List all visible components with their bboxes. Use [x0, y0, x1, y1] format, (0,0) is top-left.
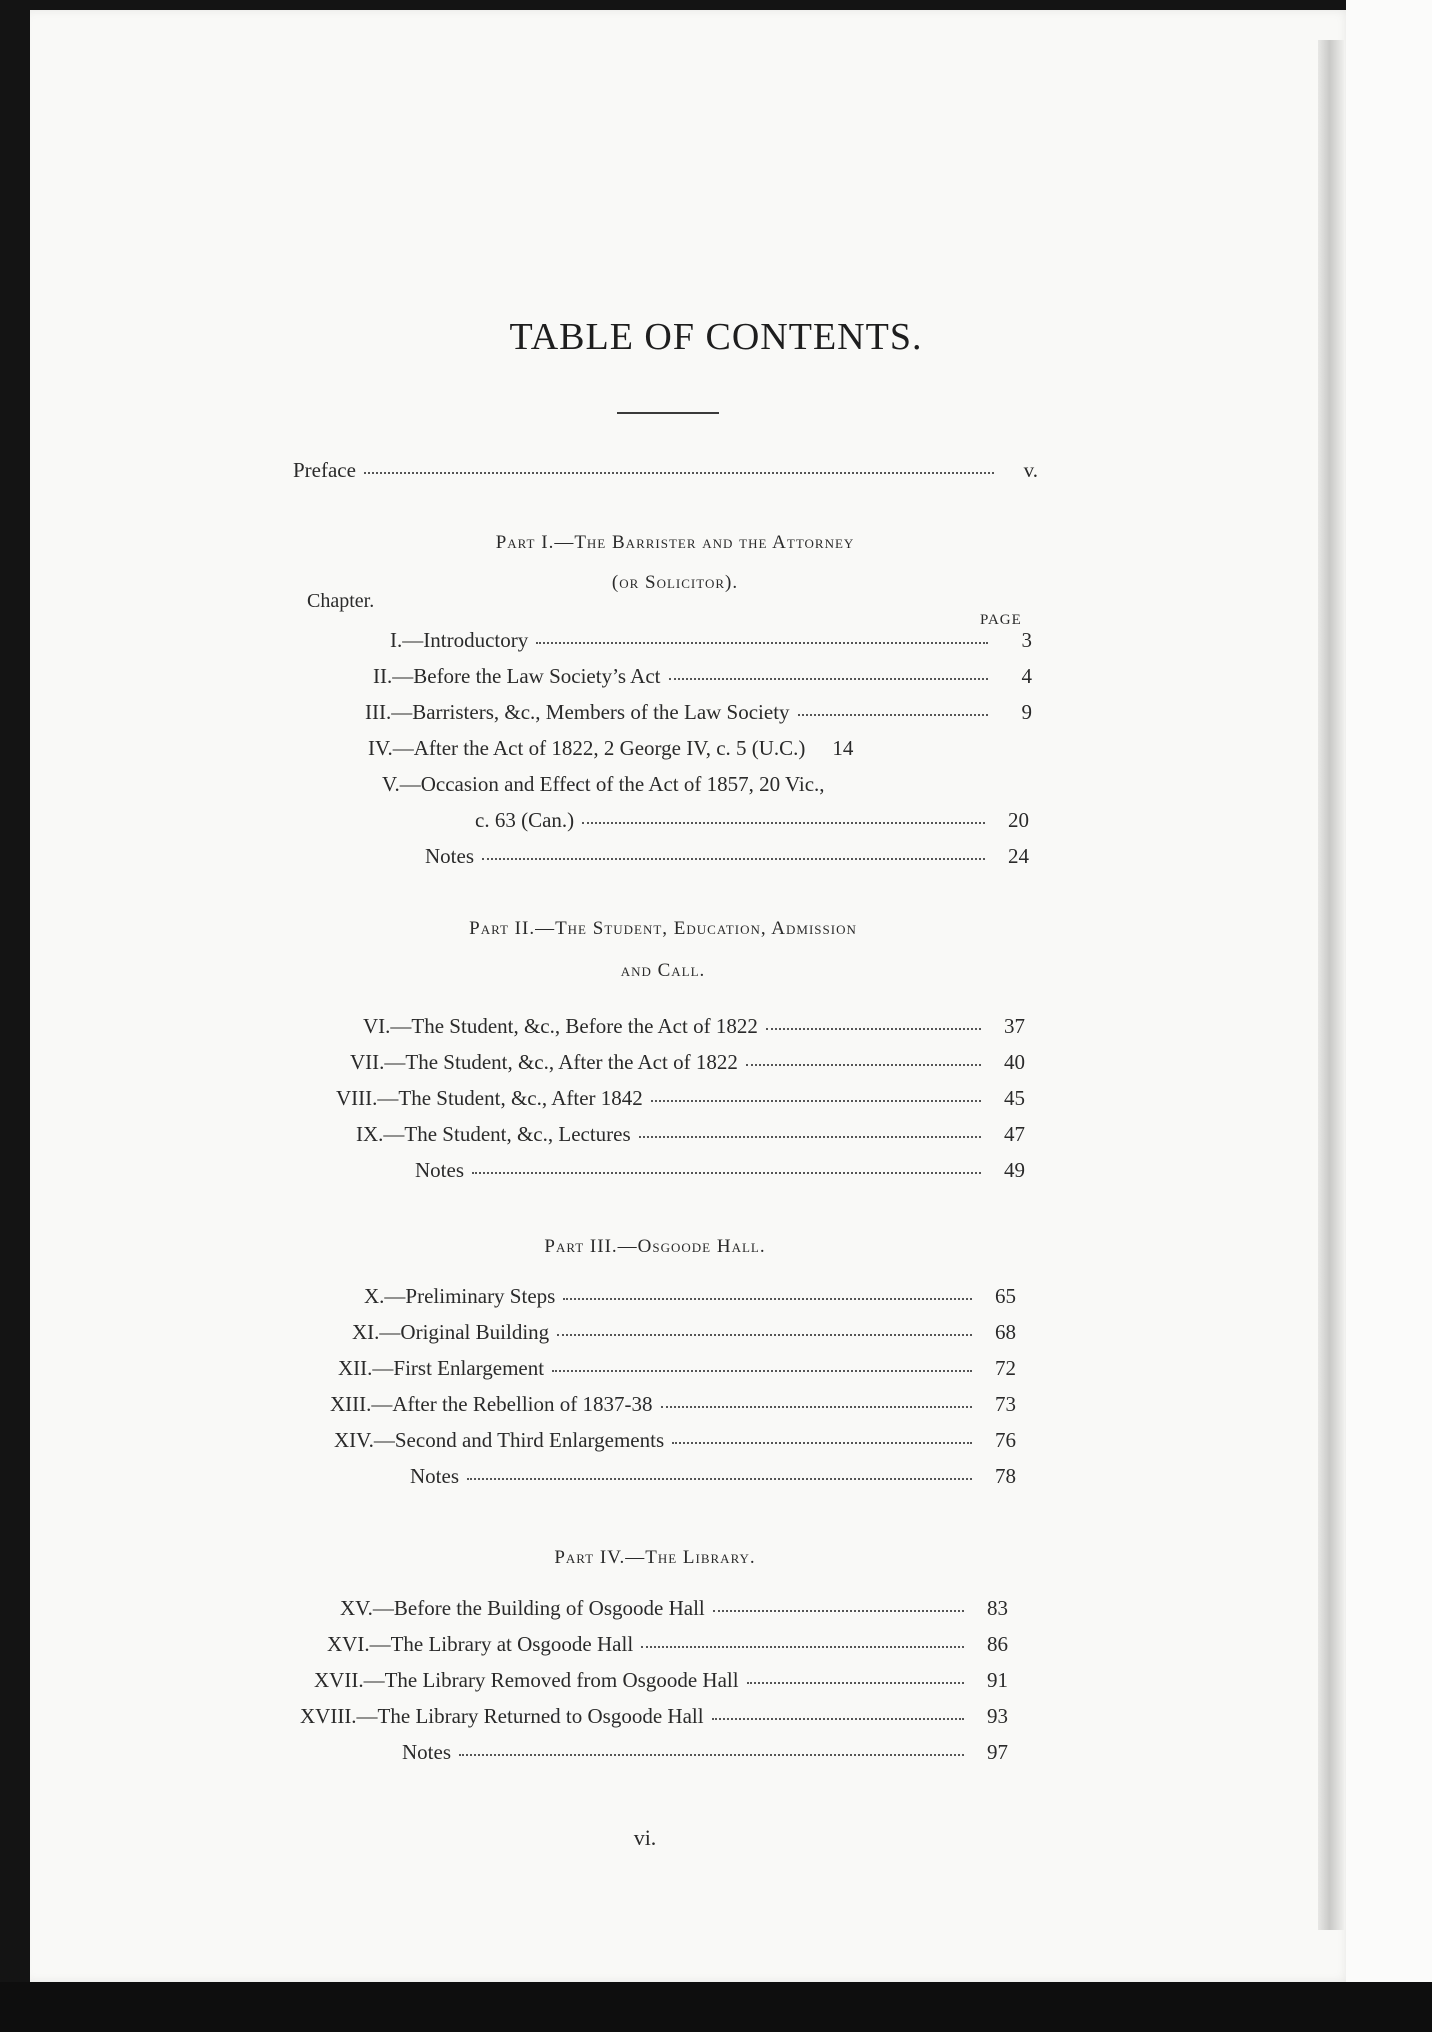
entry-label: III.—Barristers, &c., Members of the Law Society — [365, 700, 790, 724]
entry-label: VI.—The Student, &c., Before the Act of 1822 — [363, 1014, 758, 1038]
entry-label: XII.—First Enlargement — [338, 1356, 545, 1380]
toc-entry[interactable] — [364, 1284, 1016, 1318]
part-1-heading-continued: (or Solicitor). — [611, 572, 739, 593]
entry-label: XIV.—Second and Third Enlargements — [334, 1428, 665, 1452]
entry-label: Notes — [410, 1464, 459, 1488]
part-1-heading: Part I.—The Barrister and the Attorney — [495, 532, 855, 553]
dot-leader — [641, 1645, 964, 1648]
dot-leader — [563, 1297, 972, 1300]
dot-leader — [651, 1099, 981, 1102]
entry-label: c. 63 (Can.) — [475, 808, 575, 832]
dot-leader — [582, 821, 985, 824]
entry-label: I.—Introductory — [390, 628, 529, 652]
dot-leader — [747, 1681, 964, 1684]
page-folio: vi. — [633, 1825, 657, 1850]
toc-entry[interactable] — [340, 1596, 1008, 1630]
entry-page: 93 — [987, 1704, 1008, 1728]
entry-page: 37 — [1004, 1014, 1025, 1038]
dot-leader — [552, 1369, 972, 1372]
dot-leader — [482, 857, 985, 860]
toc-entry[interactable] — [338, 1356, 1016, 1390]
entry-label: XVIII.—The Library Returned to Osgoode Hall — [300, 1704, 704, 1728]
entry-label: IV.—After the Act of 1822, 2 George IV, c. 5 (U.C.) — [368, 736, 806, 760]
entry-page: 65 — [995, 1284, 1016, 1308]
entry-label: XVII.—The Library Removed from Osgoode Hall — [314, 1668, 739, 1692]
toc-entry[interactable] — [390, 628, 1032, 662]
entry-page: 73 — [995, 1392, 1016, 1416]
dot-leader — [364, 471, 994, 474]
toc-entry[interactable] — [330, 1392, 1016, 1426]
entry-page: 14 — [832, 736, 854, 760]
dot-leader — [798, 713, 988, 716]
entry-page: 20 — [1008, 808, 1029, 832]
entry-page: 47 — [1004, 1122, 1025, 1146]
dot-leader — [672, 1441, 972, 1444]
dot-leader — [661, 1405, 973, 1408]
entry-page: 9 — [1021, 700, 1032, 724]
entry-page: 72 — [995, 1356, 1016, 1380]
entry-page: 68 — [995, 1320, 1016, 1344]
dot-leader — [536, 641, 988, 644]
chapter-column-label: Chapter. — [307, 590, 375, 612]
toc-entry[interactable] — [350, 1050, 1025, 1084]
entry-page: 4 — [1021, 664, 1032, 688]
entry-page: 76 — [995, 1428, 1016, 1452]
entry-label: Notes — [425, 844, 474, 868]
toc-entry[interactable] — [365, 700, 1032, 734]
entry-page: 3 — [1021, 628, 1032, 652]
toc-entry-notes[interactable] — [415, 1158, 1025, 1192]
entry-label: Notes — [415, 1158, 464, 1182]
dot-leader — [467, 1477, 972, 1480]
toc-entry[interactable] — [334, 1428, 1016, 1462]
title-rule — [617, 412, 719, 414]
part-4-heading: Part IV.—The Library. — [554, 1547, 756, 1568]
toc-entry[interactable] — [352, 1320, 1016, 1354]
entry-label: Preface — [293, 458, 356, 482]
dot-leader — [669, 677, 989, 680]
entry-page: v. — [1023, 458, 1038, 482]
entry-page: 45 — [1004, 1086, 1025, 1110]
entry-page: 83 — [987, 1596, 1008, 1620]
entry-page: 49 — [1004, 1158, 1025, 1182]
dot-leader — [712, 1717, 964, 1720]
entry-label: VIII.—The Student, &c., After 1842 — [336, 1086, 643, 1110]
toc-entry[interactable] — [368, 736, 1032, 770]
entry-page: 97 — [987, 1740, 1008, 1764]
toc-entry[interactable] — [327, 1632, 1008, 1666]
toc-entry[interactable] — [373, 664, 1032, 698]
toc-entry[interactable] — [300, 1704, 1008, 1738]
dot-leader — [557, 1333, 972, 1336]
entry-label: XI.—Original Building — [352, 1320, 550, 1344]
toc-entry-continued[interactable] — [475, 808, 1029, 842]
dot-leader — [639, 1135, 981, 1138]
toc-entry[interactable] — [336, 1086, 1025, 1120]
entry-page: 78 — [995, 1464, 1016, 1488]
entry-label: XV.—Before the Building of Osgoode Hall — [340, 1596, 705, 1620]
part-2-heading-continued: and Call. — [620, 960, 706, 981]
entry-page: 40 — [1004, 1050, 1025, 1074]
entry-label: V.—Occasion and Effect of the Act of 1857, 20 Vic., — [382, 772, 825, 796]
toc-entry[interactable] — [314, 1668, 1008, 1702]
dot-leader — [713, 1609, 964, 1612]
toc-entry[interactable] — [363, 1014, 1025, 1048]
page-title: TABLE OF CONTENTS. — [509, 316, 923, 358]
entry-label: XIII.—After the Rebellion of 1837-38 — [330, 1392, 653, 1416]
dot-leader — [766, 1027, 981, 1030]
dot-leader — [472, 1171, 981, 1174]
toc-entry[interactable] — [356, 1122, 1025, 1156]
entry-page: 24 — [1008, 844, 1029, 868]
entry-page: 91 — [987, 1668, 1008, 1692]
part-3-heading: Part III.—Osgoode Hall. — [544, 1236, 766, 1257]
entry-label: XVI.—The Library at Osgoode Hall — [327, 1632, 634, 1656]
opposite-page-edge — [1346, 0, 1432, 2032]
dot-leader — [459, 1753, 964, 1756]
toc-entry[interactable] — [382, 772, 1022, 806]
entry-label: VII.—The Student, &c., After the Act of 1822 — [350, 1050, 738, 1074]
entry-label: X.—Preliminary Steps — [364, 1284, 556, 1308]
entry-label: IX.—The Student, &c., Lectures — [356, 1122, 631, 1146]
toc-entry-notes[interactable] — [402, 1740, 1008, 1774]
entry-label: II.—Before the Law Society’s Act — [373, 664, 661, 688]
toc-entry-notes[interactable] — [410, 1464, 1016, 1498]
page-column-label: PAGE — [980, 612, 1022, 628]
part-2-heading: Part II.—The Student, Education, Admission — [469, 918, 857, 939]
toc-entry-notes[interactable] — [425, 844, 1029, 878]
entry-label: Notes — [402, 1740, 451, 1764]
dot-leader — [746, 1063, 981, 1066]
entry-page: 86 — [987, 1632, 1008, 1656]
scan-bottom-border — [0, 1982, 1432, 2032]
toc-entry-preface[interactable] — [293, 458, 1038, 492]
